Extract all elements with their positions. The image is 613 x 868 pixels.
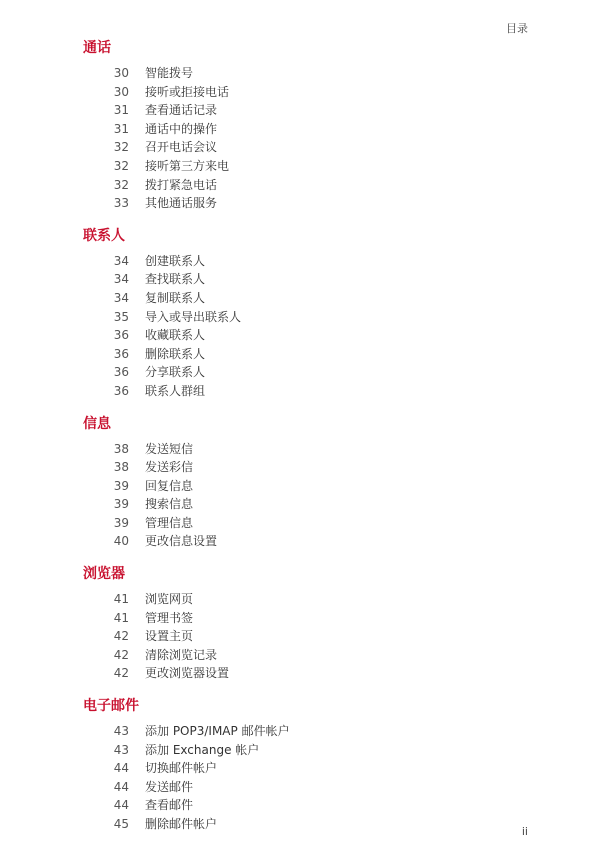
entry-title: 清除浏览记录 [145,647,218,662]
table-of-contents [83,38,543,847]
toc-entry[interactable] [83,646,543,665]
entry-page: 39 [113,515,129,530]
entry-page: 40 [113,534,129,549]
entry-title: 管理信息 [145,515,194,530]
entry-title: 分享联系人 [145,365,206,380]
entry-page: 33 [113,196,129,211]
toc-entry[interactable] [83,289,543,308]
toc-entry[interactable] [83,363,543,382]
toc-entry[interactable] [83,458,543,477]
entry-page: 32 [113,177,129,192]
entry-title: 查找联系人 [145,272,206,287]
toc-entry[interactable] [83,609,543,628]
toc-entry[interactable] [83,138,543,157]
entry-page: 44 [113,798,129,813]
entry-page: 36 [113,328,129,343]
entry-title: 联系人群组 [145,383,206,398]
toc-entry[interactable] [83,326,543,345]
toc-entry[interactable] [83,590,543,609]
entry-title: 添加 POP3/IMAP 邮件帐户 [145,724,290,739]
entry-title: 接听或拒接电话 [145,84,230,99]
section-title[interactable]: 浏览器 [83,566,125,583]
section-title[interactable]: 联系人 [83,227,125,244]
entry-page: 36 [113,365,129,380]
entry-title: 更改信息设置 [145,534,218,549]
entry-title: 回复信息 [145,478,194,493]
entry-page: 36 [113,346,129,361]
toc-entry[interactable] [83,252,543,271]
entry-page: 43 [113,724,129,739]
entry-page: 39 [113,478,129,493]
entry-page: 34 [113,290,129,305]
toc-entry[interactable] [83,308,543,327]
toc-entry[interactable] [83,532,543,551]
entry-title: 切换邮件帐户 [145,761,218,776]
entry-title: 拨打紧急电话 [145,177,218,192]
entry-page: 38 [113,441,129,456]
entry-title: 其他通话服务 [145,196,218,211]
toc-entry[interactable] [83,815,543,834]
toc-entry[interactable] [83,722,543,741]
entry-page: 38 [113,460,129,475]
toc-entry[interactable] [83,176,543,195]
toc-entry[interactable] [83,64,543,83]
entry-page: 42 [113,647,129,662]
entry-title: 通话中的操作 [145,121,218,136]
entry-page: 32 [113,140,129,155]
entry-page: 32 [113,158,129,173]
toc-entry[interactable] [83,270,543,289]
entry-page: 42 [113,629,129,644]
toc-entry[interactable] [83,627,543,646]
toc-section-contacts [83,226,543,401]
entry-title: 召开电话会议 [145,140,218,155]
section-title[interactable]: 信息 [83,415,111,432]
entry-title: 发送彩信 [145,460,194,475]
toc-entry[interactable] [83,778,543,797]
entry-page: 31 [113,103,129,118]
toc-entry[interactable] [83,664,543,683]
entry-page: 41 [113,592,129,607]
toc-entry[interactable] [83,345,543,364]
entry-title: 删除联系人 [145,346,206,361]
entry-title: 浏览网页 [145,592,194,607]
entry-page: 44 [113,779,129,794]
entry-title: 添加 Exchange 帐户 [145,742,260,757]
entry-page: 31 [113,121,129,136]
entry-page: 30 [113,66,129,80]
toc-entry[interactable] [83,101,543,120]
entry-title: 查看邮件 [145,798,194,813]
entry-title: 复制联系人 [145,290,206,305]
entry-title: 收藏联系人 [145,328,206,343]
entry-title: 更改浏览器设置 [145,666,230,681]
toc-section-calls [83,38,543,213]
toc-entry[interactable] [83,514,543,533]
toc-section-browser [83,564,543,683]
toc-entry[interactable] [83,157,543,176]
toc-entry[interactable] [83,477,543,496]
entry-title: 设置主页 [145,629,194,644]
entry-title: 管理书签 [145,610,194,625]
entry-title: 创建联系人 [145,253,206,268]
toc-entry[interactable] [83,83,543,102]
entry-title: 导入或导出联系人 [145,309,242,324]
entry-page: 30 [113,84,129,99]
toc-entry[interactable] [83,194,543,213]
entry-title: 删除邮件帐户 [145,817,218,831]
section-title[interactable]: 电子邮件 [83,698,139,715]
entry-title: 接听第三方来电 [145,158,230,173]
toc-entry[interactable] [83,440,543,459]
toc-entry[interactable] [83,120,543,139]
section-title[interactable]: 通话 [83,40,111,56]
entry-page: 34 [113,253,129,268]
entry-page: 39 [113,497,129,512]
toc-entry[interactable] [83,741,543,760]
entry-title: 查看通话记录 [145,103,218,118]
toc-section-messages [83,414,543,552]
page-number: ii [521,825,528,838]
entry-title: 发送邮件 [145,779,194,794]
entry-title: 搜索信息 [145,497,194,512]
entry-page: 42 [113,666,129,681]
entry-title: 智能拨号 [145,66,194,80]
toc-entry[interactable] [83,382,543,401]
toc-section-email [83,696,543,834]
entry-page: 35 [113,309,129,324]
entry-page: 41 [113,610,129,625]
entry-title: 发送短信 [145,441,194,456]
entry-page: 36 [113,383,129,398]
toc-entry[interactable] [83,796,543,815]
entry-page: 45 [113,817,129,831]
entry-page: 43 [113,742,129,757]
entry-page: 44 [113,761,129,776]
running-header: 目录 [506,22,528,35]
toc-entry[interactable] [83,495,543,514]
toc-entry[interactable] [83,759,543,778]
entry-page: 34 [113,272,129,287]
